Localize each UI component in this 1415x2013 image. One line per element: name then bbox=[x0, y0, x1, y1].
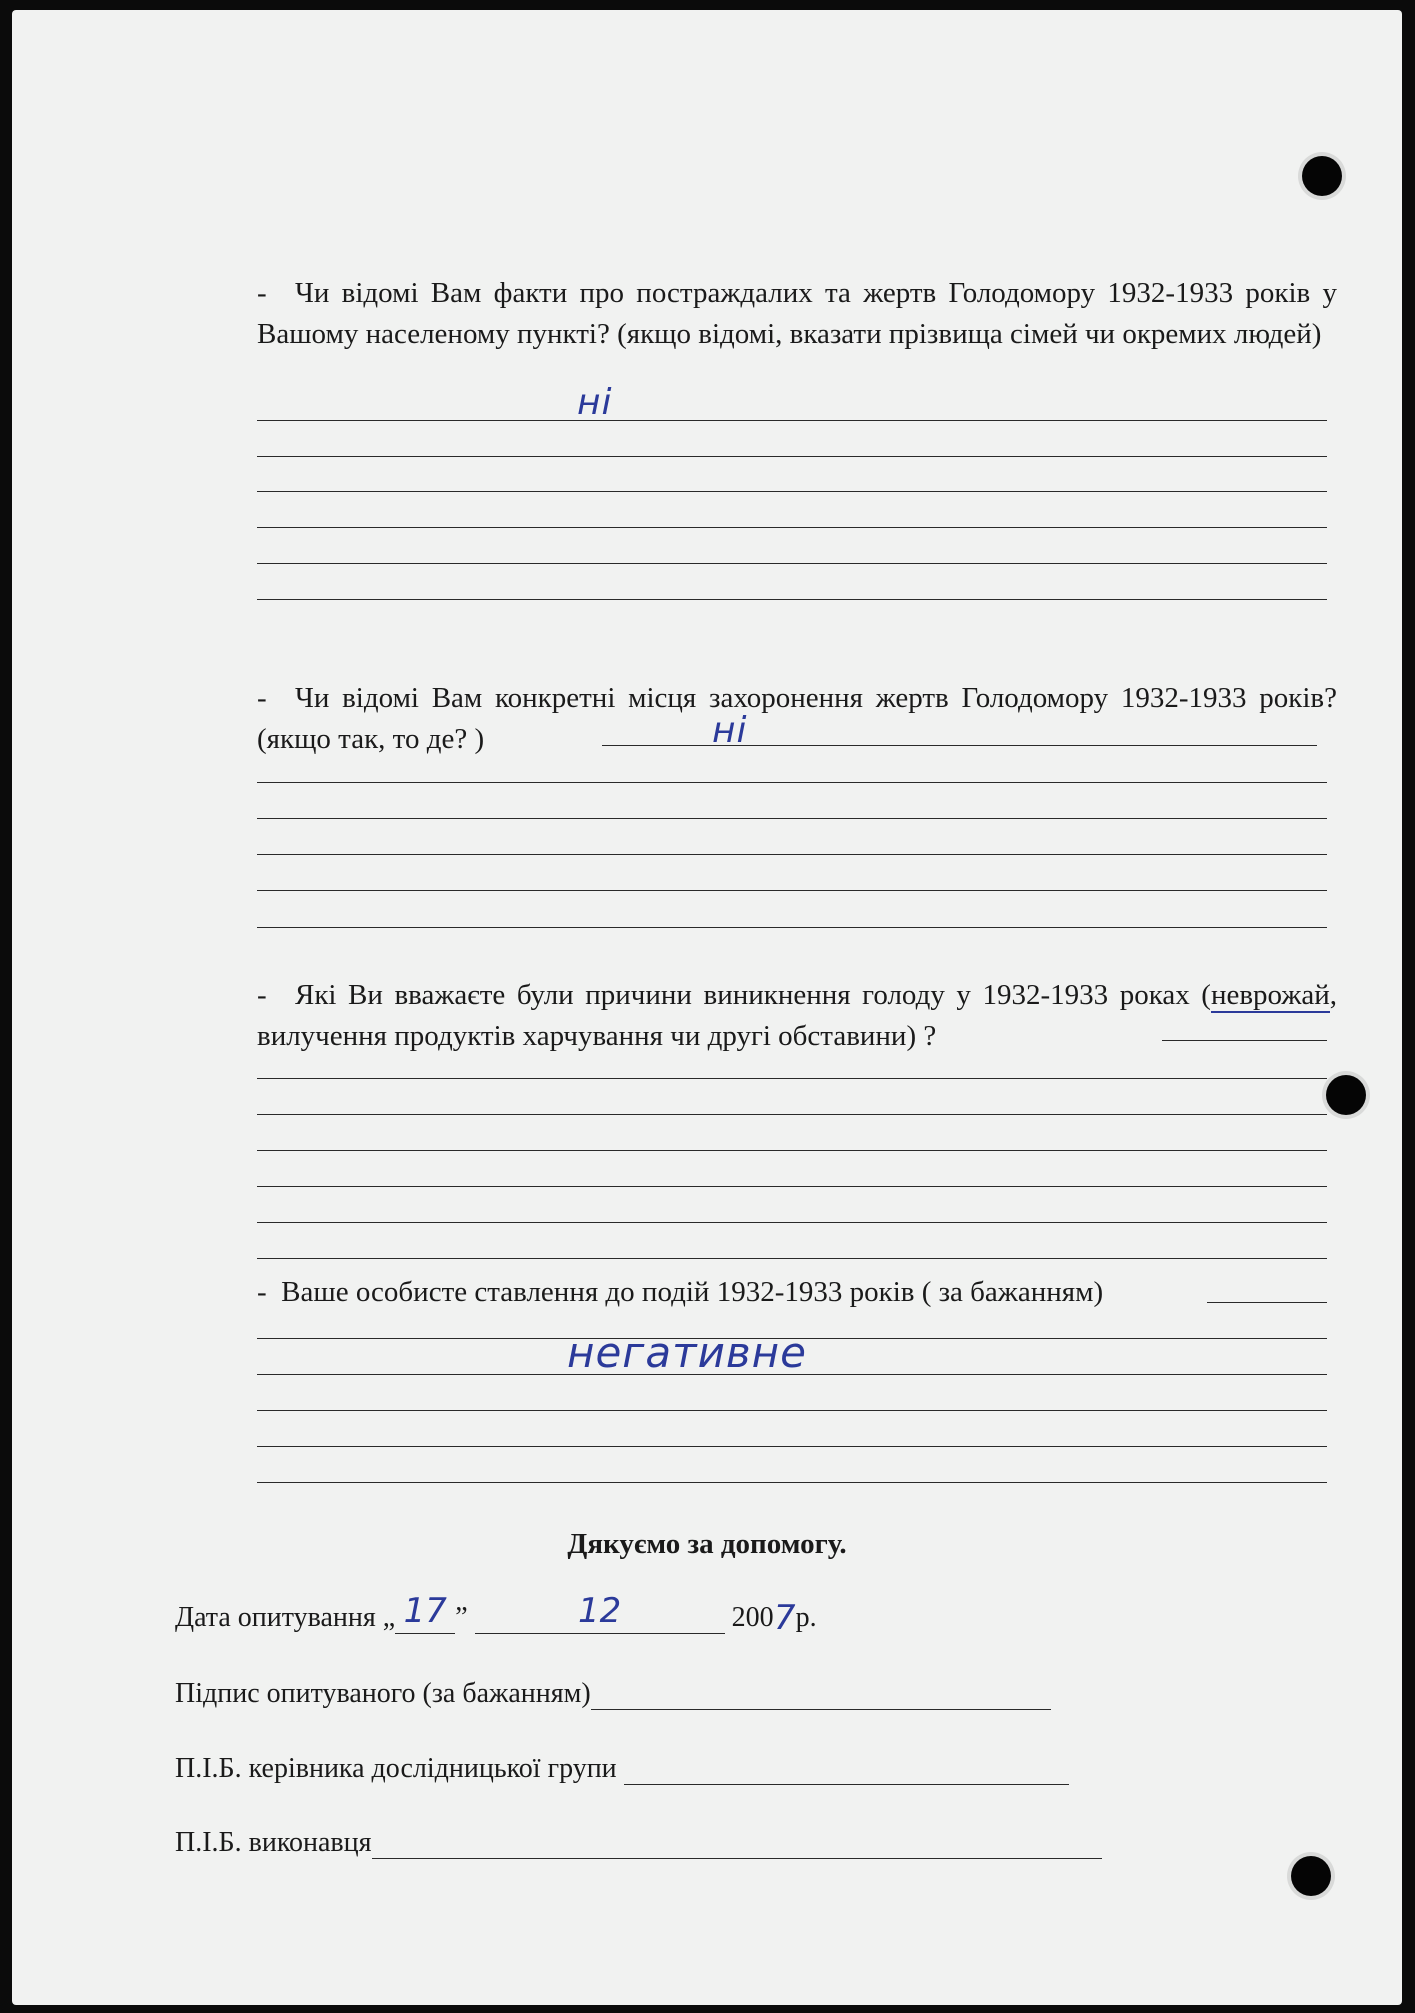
answer-line bbox=[257, 420, 1327, 421]
close-quote: ” bbox=[455, 1602, 468, 1633]
leader-line bbox=[624, 1754, 1069, 1785]
day-handwritten: 17 bbox=[403, 1591, 447, 1631]
answer-line bbox=[257, 1374, 1327, 1375]
leader-field bbox=[175, 1753, 1069, 1785]
answer-line bbox=[257, 927, 1327, 928]
answer-victims: ні bbox=[577, 382, 613, 423]
month-line bbox=[475, 1591, 725, 1634]
answer-line bbox=[1207, 1302, 1327, 1303]
question-text: Чи відомі Вам факти про постраждалих та жертв Голодомору 1932-1933 років у Вашому населеному пункті? (якщо відомі, вказати прізвища сімей чи окремих людей) bbox=[257, 277, 1337, 350]
question-dash: - bbox=[257, 1276, 267, 1308]
answer-line bbox=[257, 1338, 1327, 1339]
survey-date-field bbox=[175, 1591, 817, 1638]
answer-line bbox=[257, 456, 1327, 457]
executor-label: П.І.Б. виконавця bbox=[175, 1827, 372, 1858]
underlined-answer: неврожай bbox=[1210, 979, 1330, 1011]
question-text-before: Які Ви вважаєте були причини виникнення голоду у 1932-1933 роках ( bbox=[295, 979, 1211, 1011]
answer-line bbox=[257, 1078, 1327, 1079]
question-attitude bbox=[257, 1272, 1337, 1313]
question-text: Чи відомі Вам конкретні місця захоронення жертв Голодомору 1932-1933 років? (якщо так, то де? ) bbox=[257, 682, 1337, 755]
day-line bbox=[395, 1591, 455, 1634]
punch-hole-bottom bbox=[1291, 1856, 1331, 1896]
date-label: Дата опитування bbox=[175, 1602, 376, 1633]
punch-hole-middle bbox=[1326, 1075, 1366, 1115]
answer-line bbox=[257, 818, 1327, 819]
answer-burial-sites: ні bbox=[712, 710, 748, 751]
answer-line bbox=[257, 854, 1327, 855]
question-dash: - bbox=[257, 277, 267, 309]
question-text: Ваше особисте ставлення до подій 1932-1933 років ( за бажанням) bbox=[281, 1276, 1104, 1308]
month-handwritten: 12 bbox=[578, 1591, 622, 1631]
answer-attitude: негативне bbox=[567, 1328, 807, 1377]
answer-line bbox=[257, 1150, 1327, 1151]
year-prefix: 200 bbox=[731, 1602, 774, 1633]
answer-line bbox=[1162, 1040, 1327, 1041]
answer-line bbox=[257, 527, 1327, 528]
answer-line bbox=[602, 745, 1317, 746]
year-digit-slot bbox=[773, 1598, 796, 1638]
executor-line bbox=[372, 1828, 1102, 1859]
answer-line bbox=[257, 1410, 1327, 1411]
question-victims bbox=[257, 273, 1337, 355]
signature-field bbox=[175, 1678, 1051, 1710]
answer-line bbox=[257, 1446, 1327, 1447]
answer-line bbox=[257, 782, 1327, 783]
year-suffix: р. bbox=[795, 1602, 817, 1633]
answer-line bbox=[257, 491, 1327, 492]
answer-line bbox=[257, 1482, 1327, 1483]
open-quote: „ bbox=[382, 1602, 396, 1633]
question-dash: - bbox=[257, 979, 267, 1011]
answer-line bbox=[257, 1186, 1327, 1187]
year-digit-handwritten: 7 bbox=[773, 1598, 796, 1638]
question-causes bbox=[257, 975, 1337, 1057]
answer-line bbox=[257, 890, 1327, 891]
signature-line bbox=[591, 1679, 1051, 1710]
question-text-after: , вилучення продуктів харчування чи другі обставини) ? bbox=[257, 979, 1337, 1052]
question-dash: - bbox=[257, 682, 267, 714]
executor-field bbox=[175, 1827, 1102, 1859]
questionnaire-page bbox=[12, 10, 1402, 2005]
answer-line bbox=[257, 1114, 1327, 1115]
leader-label: П.І.Б. керівника дослідницької групи bbox=[175, 1753, 617, 1784]
answer-line bbox=[257, 563, 1327, 564]
answer-line bbox=[257, 599, 1327, 600]
thanks-note: Дякуємо за допомогу. bbox=[567, 1528, 847, 1560]
punch-hole-top bbox=[1302, 156, 1342, 196]
question-burial-sites bbox=[257, 678, 1337, 760]
signature-label: Підпис опитуваного (за бажанням) bbox=[175, 1678, 591, 1709]
answer-line bbox=[257, 1222, 1327, 1223]
answer-line bbox=[257, 1258, 1327, 1259]
